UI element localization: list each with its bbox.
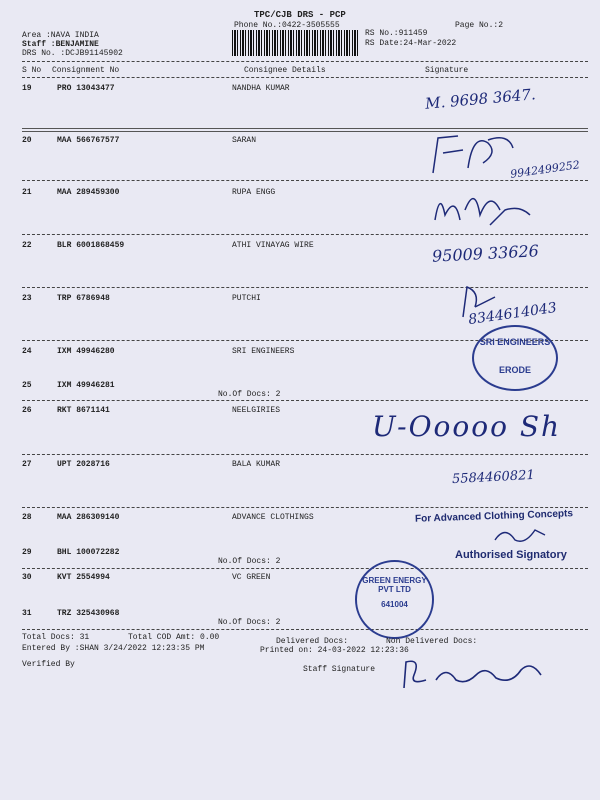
row-consignment: RKT 8671141 [57, 406, 110, 415]
company-signature-text: For Advanced Clothing Concepts [414, 508, 574, 525]
row-consignment: PRO 13043477 [57, 84, 115, 93]
row-consignee: RUPA ENGG [232, 188, 276, 197]
no-of-docs: No.Of Docs: 2 [218, 390, 281, 399]
printed-on: Printed on: 24-03-2022 12:23:36 [260, 646, 409, 655]
scribble-signature-20 [428, 128, 518, 178]
handwritten-signature-26: U-Ooooo Sh [372, 410, 562, 443]
authorised-signatory-text: Authorised Signatory [455, 549, 567, 561]
entered-by: Entered By :SHAN 3/24/2022 12:23:35 PM [22, 644, 205, 653]
col-header-consignee: Consignee Details [244, 66, 326, 75]
non-delivered-docs: Non Delivered Docs: [386, 637, 478, 646]
row-sno: 24 [22, 347, 32, 356]
col-header-signature: Signature [425, 66, 469, 75]
row-sno: 31 [22, 609, 32, 618]
row-consignment: MAA 289459300 [57, 188, 120, 197]
row-consignee: BALA KUMAR [232, 460, 281, 469]
row-divider [22, 507, 588, 508]
row-sno: 20 [22, 136, 32, 145]
total-cod: Total COD Amt: 0.00 [128, 633, 220, 642]
row-consignment: BHL 100072282 [57, 548, 120, 557]
row-consignment: TRZ 325430968 [57, 609, 120, 618]
handwritten-phone-22: 95009 33626 [431, 241, 540, 266]
row-sno: 27 [22, 460, 32, 469]
row-consignment: TRP 6786948 [57, 294, 110, 303]
row-divider [22, 400, 588, 401]
scribble-signature-28 [490, 520, 550, 548]
row-consignment: UPT 2028716 [57, 460, 110, 469]
col-header-consignment: Consignment No [52, 66, 120, 75]
row-sno: 30 [22, 573, 32, 582]
verified-by: Verified By [22, 660, 75, 669]
phone-number: Phone No.:0422-3505555 [234, 21, 340, 30]
col-header-sno: S No [22, 66, 42, 75]
row-consignment: MAA 566767577 [57, 136, 120, 145]
row-consignment: KVT 2554994 [57, 573, 110, 582]
divider [22, 77, 588, 78]
rs-date: RS Date:24-Mar-2022 [365, 39, 457, 48]
row-consignee: VC GREEN [232, 573, 271, 582]
row-sno: 19 [22, 84, 32, 93]
area-label: Area :NAVA INDIA [22, 31, 99, 40]
row-consignment: IXM 49946280 [57, 347, 115, 356]
row-consignee: ATHI VINAYAG WIRE [232, 241, 314, 250]
page-number: Page No.:2 [455, 21, 504, 30]
row-consignee: NANDHA KUMAR [232, 84, 290, 93]
no-of-docs: No.Of Docs: 2 [218, 557, 281, 566]
staff-signature-scribble [396, 650, 556, 695]
row-consignment: IXM 49946281 [57, 381, 115, 390]
stamp-text: 641004 [381, 600, 408, 609]
handwritten-phone-27: 5584460821 [451, 467, 536, 488]
row-consignee: SRI ENGINEERS [232, 347, 295, 356]
barcode [232, 30, 360, 56]
document-title: TPC/CJB DRS - PCP [254, 10, 346, 20]
handwritten-phone-23: 8344614043 [467, 299, 558, 329]
row-consignment: MAA 286309140 [57, 513, 120, 522]
row-consignment: BLR 6001868459 [57, 241, 125, 250]
row-sno: 25 [22, 381, 32, 390]
scribble-signature-21 [430, 180, 540, 235]
row-divider [22, 568, 588, 569]
row-consignee: SARAN [232, 136, 257, 145]
delivered-docs: Delivered Docs: [276, 637, 349, 646]
company-stamp-green-energy [355, 560, 434, 639]
stamp-text: GREEN ENERGY PVT LTD [362, 576, 427, 594]
total-docs: Total Docs: 31 [22, 633, 90, 642]
stamp-text: SRI ENGINEERS [479, 337, 551, 347]
drs-number: DRS No. :DCJB91145902 [22, 49, 123, 58]
row-sno: 26 [22, 406, 32, 415]
row-consignee: ADVANCE CLOTHINGS [232, 513, 314, 522]
row-sno: 23 [22, 294, 32, 303]
handwritten-signature-19: M. 9698 3647. [424, 85, 537, 113]
rs-number: RS No.:911459 [365, 29, 428, 38]
row-sno: 22 [22, 241, 32, 250]
row-consignee: PUTCHI [232, 294, 261, 303]
divider [22, 61, 588, 62]
row-consignee: NEELGIRIES [232, 406, 281, 415]
row-sno: 21 [22, 188, 32, 197]
row-sno: 29 [22, 548, 32, 557]
stamp-text: ERODE [498, 365, 531, 375]
staff-label: Staff :BENJAMINE [22, 40, 99, 49]
handwritten-phone-20: 9942499252 [509, 158, 581, 181]
company-stamp-sri-engineers [472, 325, 558, 391]
row-divider [22, 629, 588, 630]
row-sno: 28 [22, 513, 32, 522]
no-of-docs: No.Of Docs: 2 [218, 618, 281, 627]
staff-signature-label: Staff Signature [303, 665, 376, 674]
row-divider [22, 454, 588, 455]
